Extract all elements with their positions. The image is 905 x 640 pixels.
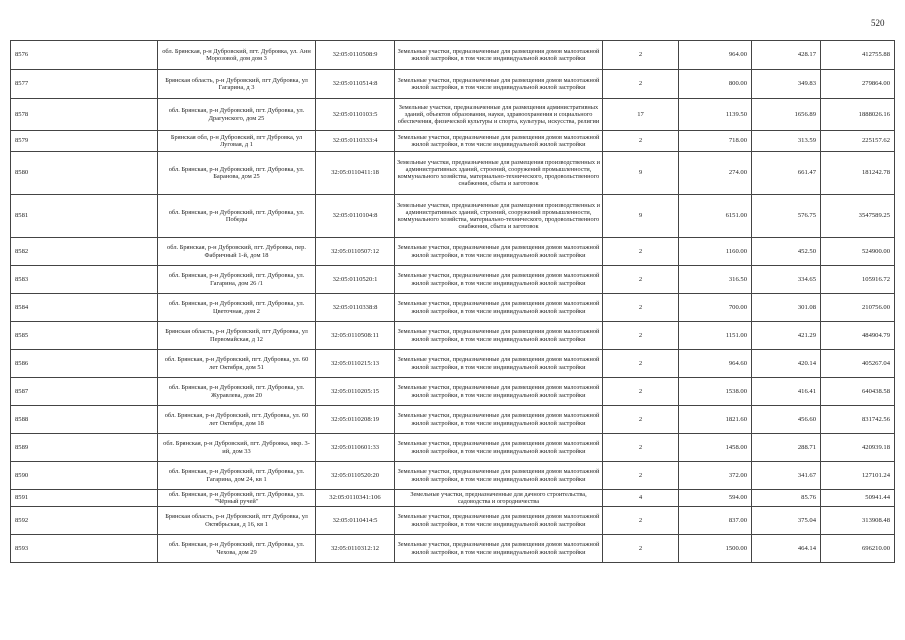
specific-value-cell: 334.65 [752, 266, 821, 294]
area-cell: 1821.60 [679, 406, 752, 434]
cadastral-value-cell: 1888026.16 [821, 99, 895, 131]
address-cell: обл. Брянская, р-н Дубровский, пгт. Дубровка, ул. 60 лет Октября, дом 51 [158, 350, 316, 378]
cadastral-number-cell: 32:05:0110520:20 [316, 462, 395, 490]
specific-value-cell: 420.14 [752, 350, 821, 378]
group-cell: 4 [603, 490, 679, 507]
row-number-cell: 8592 [11, 507, 158, 535]
row-number-cell: 8585 [11, 322, 158, 350]
land-use-cell: Земельные участки, предназначенные для размещения домов малоэтажной жилой застройки, в том числе индивидуальной жилой застройки [395, 535, 603, 563]
row-number-cell: 8581 [11, 195, 158, 238]
specific-value-cell: 341.67 [752, 462, 821, 490]
area-cell: 274.00 [679, 152, 752, 195]
cadastral-value-cell: 225157.62 [821, 131, 895, 152]
specific-value-cell: 288.71 [752, 434, 821, 462]
cadastral-number-cell: 32:05:0110601:33 [316, 434, 395, 462]
row-number-cell: 8588 [11, 406, 158, 434]
cadastral-value-cell: 50941.44 [821, 490, 895, 507]
group-cell: 2 [603, 406, 679, 434]
table-body [11, 41, 895, 563]
area-cell: 964.00 [679, 41, 752, 70]
cadastral-number-cell: 32:05:0110338:8 [316, 294, 395, 322]
specific-value-cell: 464.14 [752, 535, 821, 563]
address-cell: обл. Брянская, р-н Дубровский, пгт. Дубровка, ул. Цветочная, дом 2 [158, 294, 316, 322]
table-row [11, 70, 895, 99]
group-cell: 2 [603, 535, 679, 563]
group-cell: 9 [603, 195, 679, 238]
land-use-cell: Земельные участки, предназначенные для размещения производственных и административных зданий, строений, сооружений промышленности, коммунального хозяйства, материально-технического, продовольственного снабжения, сбыта и заготовок [395, 152, 603, 195]
cadastral-value-cell: 313908.48 [821, 507, 895, 535]
row-number-cell: 8590 [11, 462, 158, 490]
cadastral-number-cell: 32:05:0110508:11 [316, 322, 395, 350]
land-use-cell: Земельные участки, предназначенные для дачного строительства, садоводства и огородничества [395, 490, 603, 507]
cadastral-value-cell: 420939.18 [821, 434, 895, 462]
area-cell: 700.00 [679, 294, 752, 322]
table-row [11, 238, 895, 266]
address-cell: Брянская область, р-н Дубровский, пгт Дубровка, ул Октябрьская, д 16, кв 1 [158, 507, 316, 535]
specific-value-cell: 661.47 [752, 152, 821, 195]
cadastral-number-cell: 32:05:0110414:5 [316, 507, 395, 535]
table-row [11, 131, 895, 152]
address-cell: обл. Брянская, р-н Дубровский, пгт. Дубровка, ул. "Чёрный ручей" [158, 490, 316, 507]
cadastral-value-cell: 279864.00 [821, 70, 895, 99]
specific-value-cell: 375.04 [752, 507, 821, 535]
specific-value-cell: 452.50 [752, 238, 821, 266]
row-number-cell: 8576 [11, 41, 158, 70]
group-cell: 2 [603, 266, 679, 294]
cadastral-value-cell: 640438.58 [821, 378, 895, 406]
row-number-cell: 8584 [11, 294, 158, 322]
cadastral-value-cell: 210756.00 [821, 294, 895, 322]
cadastral-number-cell: 32:05:0110341:106 [316, 490, 395, 507]
address-cell: обл. Брянская, р-н Дубровский, пгт. Дубровка, пер. Фабричный 1-й, дом 18 [158, 238, 316, 266]
cadastral-value-table [10, 40, 895, 563]
row-number-cell: 8578 [11, 99, 158, 131]
land-use-cell: Земельные участки, предназначенные для размещения домов малоэтажной жилой застройки, в том числе индивидуальной жилой застройки [395, 350, 603, 378]
cadastral-number-cell: 32:05:0110333:4 [316, 131, 395, 152]
cadastral-value-cell: 3547589.25 [821, 195, 895, 238]
group-cell: 2 [603, 462, 679, 490]
address-cell: обл. Брянская, р-н Дубровский, пгт. Дубровка, ул. Гагарина, дом 24, кв 1 [158, 462, 316, 490]
group-cell: 9 [603, 152, 679, 195]
address-cell: обл. Брянская, р-н Дубровский, пгт. Дубровка, ул. Драгунского, дом 25 [158, 99, 316, 131]
land-use-cell: Земельные участки, предназначенные для размещения домов малоэтажной жилой застройки, в том числе индивидуальной жилой застройки [395, 462, 603, 490]
area-cell: 718.00 [679, 131, 752, 152]
cadastral-value-cell: 181242.78 [821, 152, 895, 195]
land-use-cell: Земельные участки, предназначенные для размещения домов малоэтажной жилой застройки, в том числе индивидуальной жилой застройки [395, 507, 603, 535]
table-row [11, 507, 895, 535]
area-cell: 837.00 [679, 507, 752, 535]
row-number-cell: 8591 [11, 490, 158, 507]
specific-value-cell: 85.76 [752, 490, 821, 507]
cadastral-number-cell: 32:05:0110411:18 [316, 152, 395, 195]
specific-value-cell: 1656.89 [752, 99, 821, 131]
specific-value-cell: 313.59 [752, 131, 821, 152]
row-number-cell: 8586 [11, 350, 158, 378]
specific-value-cell: 456.60 [752, 406, 821, 434]
row-number-cell: 8583 [11, 266, 158, 294]
address-cell: обл. Брянская, р-н Дубровский, пгт. Дубровка, ул. 60 лет Октября, дом 18 [158, 406, 316, 434]
table-row [11, 41, 895, 70]
land-use-cell: Земельные участки, предназначенные для размещения домов малоэтажной жилой застройки, в том числе индивидуальной жилой застройки [395, 434, 603, 462]
area-cell: 316.50 [679, 266, 752, 294]
group-cell: 2 [603, 238, 679, 266]
group-cell: 2 [603, 378, 679, 406]
area-cell: 1151.00 [679, 322, 752, 350]
land-use-cell: Земельные участки, предназначенные для размещения административных зданий, объектов образования, науки, здравоохранения и социального обеспечения, физической культуры и спорта, культуры, искусства, религии [395, 99, 603, 131]
land-use-cell: Земельные участки, предназначенные для размещения производственных и административных зданий, строений, сооружений промышленности, коммунального хозяйства, материально-технического, продовольственного снабжения, сбыта и заготовок [395, 195, 603, 238]
cadastral-value-cell: 484904.79 [821, 322, 895, 350]
group-cell: 2 [603, 434, 679, 462]
address-cell: Брянская область, р-н Дубровский, пгт Дубровка, ул Гагарина, д 3 [158, 70, 316, 99]
group-cell: 2 [603, 507, 679, 535]
address-cell: обл. Брянская, р-н Дубровский, пгт. Дубровка, мкр. 3-ий, дом 33 [158, 434, 316, 462]
row-number-cell: 8593 [11, 535, 158, 563]
address-cell: обл. Брянская, р-н Дубровский, пгт. Дубровка, ул. Победы [158, 195, 316, 238]
specific-value-cell: 421.29 [752, 322, 821, 350]
cadastral-number-cell: 32:05:0110208:19 [316, 406, 395, 434]
area-cell: 1139.50 [679, 99, 752, 131]
specific-value-cell: 428.17 [752, 41, 821, 70]
cadastral-number-cell: 32:05:0110520:1 [316, 266, 395, 294]
address-cell: обл. Брянская, р-н Дубровский, пгт. Дубровка, ул. Анн Морозовой, дом дом 3 [158, 41, 316, 70]
group-cell: 2 [603, 322, 679, 350]
land-use-cell: Земельные участки, предназначенные для размещения домов малоэтажной жилой застройки, в том числе индивидуальной жилой застройки [395, 266, 603, 294]
specific-value-cell: 301.08 [752, 294, 821, 322]
group-cell: 2 [603, 131, 679, 152]
address-cell: обл. Брянская, р-н Дубровский, пгт. Дубровка, ул. Гагарина, дом 26 /1 [158, 266, 316, 294]
table-row [11, 490, 895, 507]
land-use-cell: Земельные участки, предназначенные для размещения домов малоэтажной жилой застройки, в том числе индивидуальной жилой застройки [395, 41, 603, 70]
group-cell: 2 [603, 41, 679, 70]
cadastral-number-cell: 32:05:0110215:13 [316, 350, 395, 378]
address-cell: Брянская область, р-н Дубровский, пгт Дубровка, ул Первомайская, д 12 [158, 322, 316, 350]
cadastral-number-cell: 32:05:0110104:8 [316, 195, 395, 238]
row-number-cell: 8580 [11, 152, 158, 195]
address-cell: Брянская обл, р-н Дубровский, пгт Дубровка, ул Луговая, д 1 [158, 131, 316, 152]
area-cell: 964.60 [679, 350, 752, 378]
cadastral-value-cell: 127101.24 [821, 462, 895, 490]
cadastral-number-cell: 32:05:0110103:5 [316, 99, 395, 131]
group-cell: 2 [603, 70, 679, 99]
cadastral-value-cell: 831742.56 [821, 406, 895, 434]
cadastral-value-cell: 524900.00 [821, 238, 895, 266]
group-cell: 2 [603, 294, 679, 322]
area-cell: 594.00 [679, 490, 752, 507]
table-row [11, 266, 895, 294]
address-cell: обл. Брянская, р-н Дубровский, пгт. Дубровка, ул. Чехова, дом 29 [158, 535, 316, 563]
cadastral-number-cell: 32:05:0110507:12 [316, 238, 395, 266]
table-row [11, 406, 895, 434]
cadastral-value-cell: 105916.72 [821, 266, 895, 294]
cadastral-value-cell: 412755.88 [821, 41, 895, 70]
row-number-cell: 8577 [11, 70, 158, 99]
land-use-cell: Земельные участки, предназначенные для размещения домов малоэтажной жилой застройки, в том числе индивидуальной жилой застройки [395, 131, 603, 152]
area-cell: 372.00 [679, 462, 752, 490]
table-row [11, 294, 895, 322]
cadastral-value-cell: 405267.04 [821, 350, 895, 378]
land-use-cell: Земельные участки, предназначенные для размещения домов малоэтажной жилой застройки, в том числе индивидуальной жилой застройки [395, 322, 603, 350]
row-number-cell: 8587 [11, 378, 158, 406]
table-row [11, 322, 895, 350]
group-cell: 2 [603, 350, 679, 378]
cadastral-number-cell: 32:05:0110514:8 [316, 70, 395, 99]
land-use-cell: Земельные участки, предназначенные для размещения домов малоэтажной жилой застройки, в том числе индивидуальной жилой застройки [395, 294, 603, 322]
table-row [11, 99, 895, 131]
cadastral-value-cell: 696210.00 [821, 535, 895, 563]
cadastral-number-cell: 32:05:0110508:9 [316, 41, 395, 70]
table-row [11, 378, 895, 406]
specific-value-cell: 416.41 [752, 378, 821, 406]
address-cell: обл. Брянская, р-н Дубровский, пгт. Дубровка, ул. Журавлева, дом 20 [158, 378, 316, 406]
area-cell: 1160.00 [679, 238, 752, 266]
table-row [11, 535, 895, 563]
specific-value-cell: 576.75 [752, 195, 821, 238]
land-use-cell: Земельные участки, предназначенные для размещения домов малоэтажной жилой застройки, в том числе индивидуальной жилой застройки [395, 238, 603, 266]
table-row [11, 195, 895, 238]
area-cell: 800.00 [679, 70, 752, 99]
row-number-cell: 8589 [11, 434, 158, 462]
group-cell: 17 [603, 99, 679, 131]
land-use-cell: Земельные участки, предназначенные для размещения домов малоэтажной жилой застройки, в том числе индивидуальной жилой застройки [395, 406, 603, 434]
table-row [11, 434, 895, 462]
specific-value-cell: 349.83 [752, 70, 821, 99]
land-use-cell: Земельные участки, предназначенные для размещения домов малоэтажной жилой застройки, в том числе индивидуальной жилой застройки [395, 378, 603, 406]
address-cell: обл. Брянская, р-н Дубровский, пгт. Дубровка, ул. Баранова, дом 25 [158, 152, 316, 195]
land-use-cell: Земельные участки, предназначенные для размещения домов малоэтажной жилой застройки, в том числе индивидуальной жилой застройки [395, 70, 603, 99]
cadastral-number-cell: 32:05:0110205:15 [316, 378, 395, 406]
area-cell: 6151.00 [679, 195, 752, 238]
table-row [11, 462, 895, 490]
cadastral-number-cell: 32:05:0110312:12 [316, 535, 395, 563]
area-cell: 1500.00 [679, 535, 752, 563]
area-cell: 1458.00 [679, 434, 752, 462]
area-cell: 1538.00 [679, 378, 752, 406]
row-number-cell: 8582 [11, 238, 158, 266]
table-row [11, 350, 895, 378]
page-number: 520 [871, 18, 885, 28]
table-row [11, 152, 895, 195]
row-number-cell: 8579 [11, 131, 158, 152]
